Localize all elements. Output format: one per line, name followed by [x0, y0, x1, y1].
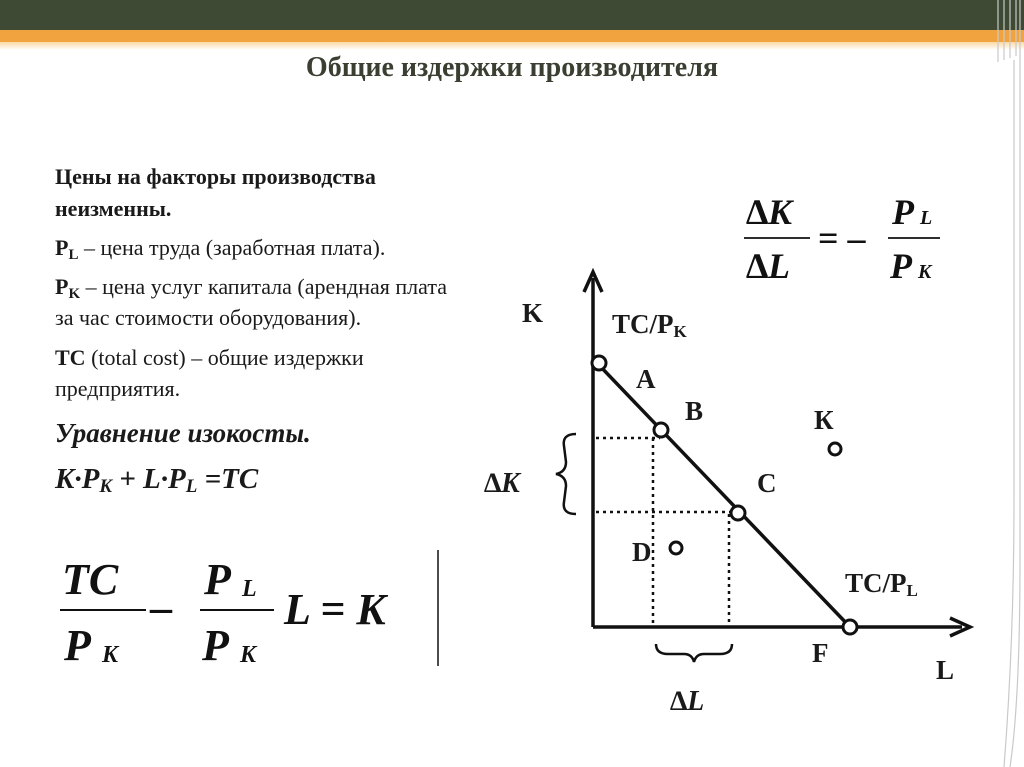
- l-axis-label: L: [936, 655, 955, 685]
- point-c-marker: [731, 506, 745, 520]
- eq-l-term: + L·P: [112, 463, 186, 495]
- point-k-marker: [829, 443, 841, 455]
- point-f-marker: [843, 620, 857, 634]
- text-line-2: неизменны.: [55, 196, 172, 221]
- formula-delta-l: ∆L: [746, 246, 791, 286]
- formula-top-pl: P: [892, 192, 914, 232]
- point-a-label: A: [636, 364, 656, 394]
- pk-sub: K: [68, 286, 81, 302]
- tc-desc-line-2: предприятия.: [55, 376, 181, 401]
- formula-top-equals: = –: [818, 218, 866, 258]
- eq-tc: =TC: [197, 463, 259, 495]
- l-intercept-text: TC/P: [845, 568, 907, 598]
- eq-k-term: K·P: [55, 463, 100, 495]
- pl-symbol: P: [55, 235, 69, 260]
- pk-desc: – цена услуг капитала (арендная плата: [80, 274, 448, 299]
- formula-pl-sub: L: [242, 576, 257, 602]
- l-intercept-sub: L: [906, 581, 918, 600]
- slide-title: Общие издержки производителя: [305, 52, 719, 83]
- eq-l-sub: L: [185, 476, 198, 497]
- point-b-label: B: [685, 396, 704, 426]
- formula-tc: TC: [62, 555, 119, 604]
- pk-symbol: P: [55, 274, 69, 299]
- formula-pk2-sub: K: [240, 642, 257, 668]
- l-intercept-label: [845, 568, 918, 601]
- formula-pk: P: [64, 621, 91, 670]
- point-d-label: D: [632, 537, 652, 567]
- eq-k-sub: K: [99, 476, 112, 497]
- delta-l-brace: [656, 644, 732, 662]
- point-f-label: F: [812, 638, 829, 668]
- k-intercept-label: [612, 309, 687, 342]
- isocost-equation-title: Уравнение изокосты.: [55, 418, 311, 448]
- formula-rest: L = K: [284, 585, 386, 634]
- point-d-marker: [670, 542, 682, 554]
- tc-desc: (total cost) – общие издержки: [85, 345, 364, 370]
- isocost-line: [598, 364, 850, 627]
- formula-pl: P: [204, 555, 231, 604]
- point-c-label: C: [757, 468, 777, 498]
- delta-k-brace: [556, 434, 576, 514]
- k-intercept-sub: K: [673, 322, 687, 341]
- formula-top-pl-sub: L: [920, 207, 933, 229]
- delta-k-label: ∆K: [484, 468, 520, 499]
- point-k-label: К: [814, 405, 834, 435]
- point-a-marker: [592, 356, 606, 370]
- formula-pk2: P: [202, 621, 229, 670]
- k-intercept-text: TC/P: [612, 309, 674, 339]
- k-axis-label: K: [522, 298, 544, 328]
- formula-top-pk-sub: K: [918, 261, 932, 283]
- formula-pk-sub: K: [102, 642, 119, 668]
- pk-desc-line-2: за час стоимости оборудования).: [55, 305, 362, 330]
- formula-minus: –: [150, 583, 172, 632]
- formula-top-pk: P: [890, 246, 912, 286]
- formula-delta-k: ∆K: [746, 192, 793, 232]
- text-line-1: Цены на факторы производства: [55, 164, 376, 189]
- point-b-marker: [654, 423, 668, 437]
- delta-l-label: ∆L: [670, 686, 705, 717]
- tc-symbol: TC: [55, 345, 86, 370]
- pl-sub: L: [68, 247, 79, 263]
- pl-desc: – цена труда (заработная плата).: [78, 235, 386, 260]
